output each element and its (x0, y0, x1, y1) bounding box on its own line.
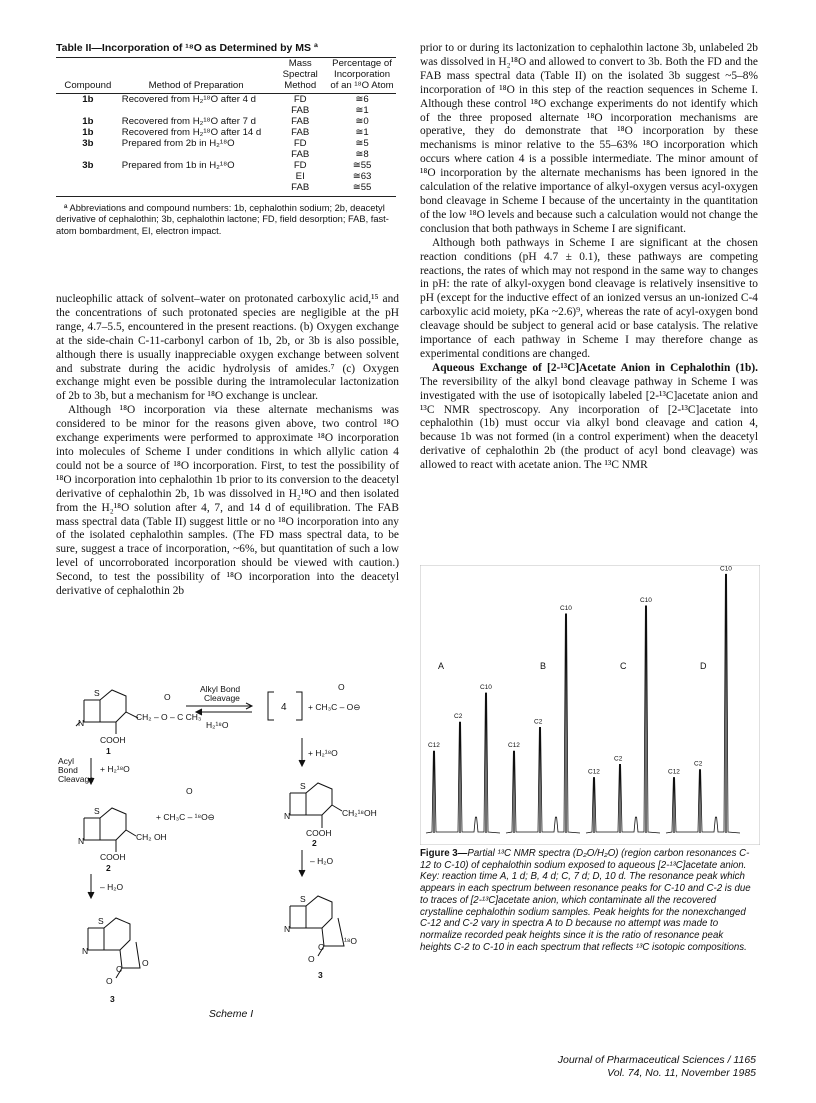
cell-pct: ≅55 (352, 182, 372, 193)
figure-border (420, 565, 760, 845)
alkyl-cleavage-label: Cleavage (204, 693, 240, 703)
paragraph: Although both pathways in Scheme I are significant at the chosen reaction conditions (pH 4.7 ± 0.1), these pathways are competing reactions, the rates of which may not respond in the same way to changes in pH: the rate of alkyl-oxygen bond cleavage is relatively insensitive to pH (except for the inductive effect of an ionized versus an un-ionized C-4 carboxylic acid moiety, pKa ~2.6)⁹, whereas the rate of acyl-oxygen bond cleavage should be subject to general acid or base catalysis. The relative importance of each pathway in Scheme I may therefore change as experimental conditions are changed. (420, 236, 758, 360)
nitrogen-label: N (284, 811, 291, 821)
cell-ms: FAB (291, 127, 310, 138)
acyl-bond-label: Bond (58, 765, 78, 775)
cell-pct: ≅0 (355, 116, 369, 127)
cell-pct: ≅63 (352, 171, 372, 182)
cell-method: Prepared from 1b in H₂¹⁸O (121, 160, 235, 171)
minus-h2o-left: – H₂O (100, 882, 124, 892)
compound-3-right-structure (290, 896, 344, 956)
nitrogen-label: N (78, 718, 85, 728)
cooh-label: COOH (100, 852, 126, 862)
alkyl-bond-label: Alkyl Bond (200, 684, 241, 694)
peak-label-C-C10: C10 (640, 596, 652, 604)
cell-pct: ≅6 (355, 94, 369, 105)
carbon-label: C (116, 964, 123, 974)
cell-method (120, 182, 273, 197)
paragraph: Aqueous Exchange of [2-¹³C]Acetate Anion in Cephalothin (1b). The reversibility of the alkyl bond cleavage pathway in Scheme I was investigated with the use of isotopically labeled [2-¹³C]acetate anion and ¹³C NMR spectroscopy. Any incorporation of [2-¹³C]acetate into cephalothin (1b) must occur via alkyl bond cleavage and cation 4, because 1b was not formed (in a control experiment) when the deacetyl derivative of cephalothin 2b (the product of acyl bond cleavage) was allowed to react with acetate anion. The ¹³C NMR (420, 361, 758, 472)
peak-label-B-C2: C2 (534, 718, 543, 726)
cell-compound: 1b (82, 127, 94, 138)
table-body (56, 94, 396, 197)
sulfur-label: S (94, 806, 100, 816)
left-column-text (56, 293, 399, 599)
cation-4-label: 4 (281, 702, 287, 713)
compound-1-structure (76, 690, 138, 734)
cell-compound (56, 182, 120, 197)
cell-pct: ≅55 (352, 160, 372, 171)
scheme-i-diagram (56, 678, 406, 1008)
peak-label-C-C12: C12 (588, 768, 600, 776)
peak-label-A-C10: C10 (480, 684, 492, 692)
compound-2-right-number: 2 (312, 838, 317, 848)
section-heading: Aqueous Exchange of [2-¹³C]Acetate Anion in Cephalothin (1b). (432, 361, 758, 374)
cell-method: Recovered from H₂¹⁸O after 7 d (121, 116, 256, 127)
nitrogen-label: N (78, 836, 85, 846)
figure-caption-text: Partial ¹³C NMR spectra (D₂O/H₂O) (region carbon resonances C-12 to C-10) of cephalothin sodium exposed to aqueous [2-¹³C]acetate anion. Key: reaction time A, 1 d; B, 4 d; C, 7 d; D, 10 d. The resonance peak which appears in each spectrum between resonance peaks for C-10 and C-2 is due to traces of [2-¹³C]acetate anion, which contaminate all the recovered crystalline cephalothin sodium samples. Peak heights for the nonexchanged C-12 and C-2 vary in spectra A to D because no attempt was made to normalize recorded peak heights since it is the ratio of resonance peak heights C-2 to C-10 in each spectrum that reflects ¹³C isotopic compositions. (420, 848, 751, 953)
cooh-label: COOH (100, 735, 126, 745)
sulfur-label: S (94, 688, 100, 698)
carbon-label: C (318, 942, 325, 952)
lactone-o-label: O (106, 976, 113, 986)
sulfur-label: S (300, 894, 306, 904)
cell-compound: 3b (82, 138, 94, 149)
journal-name-page: Journal of Pharmaceutical Sciences / 1165 (557, 1054, 756, 1066)
compound-3-right-number: 3 (318, 970, 323, 980)
cell-pct: ≅5 (355, 138, 369, 149)
sulfur-label: S (300, 781, 306, 791)
minus-h2o-right: – H₂O (310, 856, 334, 866)
journal-volume: Vol. 74, No. 11, November 1985 (607, 1067, 756, 1079)
figure-3-caption (420, 848, 756, 953)
paragraph: prior to or during its lactonization to cephalothin lactone 3b, unlabeled 2b was dissolved in H₂¹⁸O and allowed to convert to 3b. Both the FD and the FAB mass spectral data (Table II) on the isolated 3b suggest ~5–8% incorporation of ¹⁸O in this step of the reaction sequences in Scheme I. Although these control ¹⁸O exchange experiments do not identify which of the three proposed alternate ¹⁸O incorporation mechanisms are operative, they do demonstrate that ¹⁸O incorporation by these mechanisms is minor relative to the 55–63% ¹⁸O incorporation which occurs where cation 4 is a possible intermediate. The minor amount of ¹⁸O incorporation by the alternate mechanisms has been ignored in the calculation of the relative importance of alkyl-oxygen versus acyl-oxygen bond cleavage in Scheme I because of the uncertainty in the quantitation of the low ¹⁸O levels and because such a calculation would not change the conclusion that both pathways in Scheme I are significant. (420, 42, 758, 235)
cell-pct: ≅1 (355, 105, 369, 116)
acetate-o-label: O (338, 682, 345, 692)
table-footnote: ª Abbreviations and compound numbers: 1b, cephalothin sodium; 2b, deacetyl derivative of cephalothin; 3b, cephalothin lactone; FD, field desorption; FAB, fast-atom bombardment, EI, electron impact. (56, 203, 389, 236)
cell-compound (56, 171, 120, 182)
cell-ms: FAB (291, 149, 310, 160)
cell-pct: ≅1 (355, 127, 369, 138)
cell-compound: 1b (82, 116, 94, 127)
table-row (56, 127, 396, 138)
panel-label-B: B (540, 661, 547, 671)
peak-label-B-C12: C12 (508, 742, 520, 750)
table-row (56, 138, 396, 149)
compound-1-number: 1 (106, 746, 111, 756)
table-row (56, 116, 396, 127)
cell-compound (56, 105, 120, 116)
acyl-label: Acyl (58, 756, 75, 766)
peak-label-A-C12: C12 (428, 742, 440, 750)
table-row (56, 105, 396, 116)
right-column-text (420, 42, 758, 473)
peak-label-D-C10: C10 (720, 565, 732, 573)
cell-compound: 3b (82, 160, 94, 171)
header-method: Method of Preparation (148, 80, 244, 91)
header-pct: Percentage of Incorporation of an ¹⁸O Atom (330, 58, 394, 91)
carbonyl-o-label: O (164, 692, 171, 702)
peak-label-A-C2: C2 (454, 713, 463, 721)
cell-method: Recovered from H₂¹⁸O after 4 d (121, 94, 256, 105)
peak-label-B-C10: C10 (560, 604, 572, 612)
cell-ms: FD (293, 160, 307, 171)
acetate-label: + CH₃C – O⊖ (308, 702, 361, 712)
journal-footer (520, 1054, 756, 1080)
panel-label-A: A (438, 661, 445, 671)
incorporation-table (56, 57, 396, 197)
cell-ms: FAB (291, 105, 310, 116)
cooh-label: COOH (306, 828, 332, 838)
paragraph: Although ¹⁸O incorporation via these alternate mechanisms was considered to be minor for the reasons given above, two control ¹⁸O exchange experiments were performed to approximate ¹⁸O incorporation into molecules of Scheme I under conditions in which allylic cation 4 could not be a source of ¹⁸O incorporation. First, to test the possibility of ¹⁸O incorporation into cephalothin 1b prior to its conversion to the deacetyl derivative of cephalothin 2b, 1b was dissolved in H₂¹⁸O and then isolated from the H₂¹⁸O solution after 4, 7, and 14 d of equilibration. The FAB mass spectral data (Table II) suggest little or no ¹⁸O incorporation into any of the isolated cephalothin samples. (The FD mass spectral data, to be sure, suggest a trace of incorporation, ~6%, but quantitation of such a low level of uncorroborated incorporation should be viewed with caution.) Second, to test the possibility of ¹⁸O incorporation into the deacetyl derivative of cephalothin 2b (56, 404, 400, 598)
o18-label: ¹⁸O (344, 936, 358, 946)
cell-ms: FD (293, 138, 307, 149)
ch2-18oh-label: CH₂¹⁸OH (342, 808, 377, 818)
acetate18-o-label: O (186, 786, 193, 796)
cell-method: Recovered from H₂¹⁸O after 14 d (121, 127, 262, 138)
compound-3-left-structure (88, 918, 140, 978)
nitrogen-label: N (284, 924, 291, 934)
peak-label-C-C2: C2 (614, 755, 623, 763)
ring-o-label: O (142, 958, 149, 968)
nmr-spectra-figure (420, 565, 760, 845)
nitrogen-label: N (82, 946, 89, 956)
compound-2-number: 2 (106, 863, 111, 873)
table-header-row (56, 58, 396, 94)
acetate18-label: + CH₃C – ¹⁸O⊖ (156, 812, 215, 822)
scheme-caption: Scheme I (208, 1008, 254, 1020)
h2o18-label: H₂¹⁸O (206, 720, 229, 730)
ch2oh-label: CH₂ OH (136, 832, 167, 842)
table-ii (56, 42, 396, 237)
table-row (56, 182, 396, 197)
compound-3-number: 3 (110, 994, 115, 1004)
cell-compound (56, 149, 120, 160)
header-ms: Mass Spectral Method (282, 58, 318, 91)
peak-label-D-C12: C12 (668, 768, 680, 776)
figure-label: Figure 3— (420, 848, 468, 859)
paragraph: nucleophilic attack of solvent–water on protonated carboxylic acid,¹⁵ and the concentrations of such protonated species are negligible at the pH range, 4.7–5.5, encountered in the present reactions. (b) Oxygen exchange at the side-chain C-11-carbonyl carbon of 1b, 2b, or 3b is also possible, although there is usually inappreciable oxygen exchange between solvent and substrate during the acidic hydrolysis of amides.⁷ (c) Oxygen exchange might even be possible during the intramolecular lactonization of 2b to 3b, but a mechanism for ¹⁸O exchange is unclear. (56, 293, 399, 403)
cell-ms: FAB (291, 116, 310, 127)
cell-ms: EI (295, 171, 305, 182)
sulfur-label: S (98, 916, 104, 926)
table-row (56, 160, 396, 171)
cell-ms: FAB (291, 182, 310, 193)
cell-compound: 1b (82, 94, 94, 105)
header-compound: Compound (64, 80, 112, 91)
cell-pct: ≅8 (355, 149, 369, 160)
table-row (56, 171, 396, 182)
lactone-o-label: O (308, 954, 315, 964)
cell-ms: FD (293, 94, 307, 105)
cell-method: Prepared from 2b in H₂¹⁸O (121, 138, 235, 149)
compound-2-structure (84, 808, 136, 852)
cell-method (120, 171, 273, 182)
table-row (56, 94, 396, 106)
plus-h2o18-right: + H₂¹⁸O (308, 748, 338, 758)
cell-method (120, 149, 273, 160)
table-title: Table II—Incorporation of ¹⁸O as Determined by MS ª (56, 42, 318, 54)
plus-h2o18-left: + H₂¹⁸O (100, 764, 130, 774)
compound-2-right-structure (290, 783, 342, 828)
peak-label-D-C2: C2 (694, 760, 703, 768)
acyl-cleavage-label: Cleavage (58, 774, 94, 784)
panel-label-C: C (620, 661, 627, 671)
panel-label-D: D (700, 661, 707, 671)
cell-method (120, 105, 273, 116)
table-row (56, 149, 396, 160)
ester-label: CH₂ – O – C CH₃ (136, 712, 202, 722)
